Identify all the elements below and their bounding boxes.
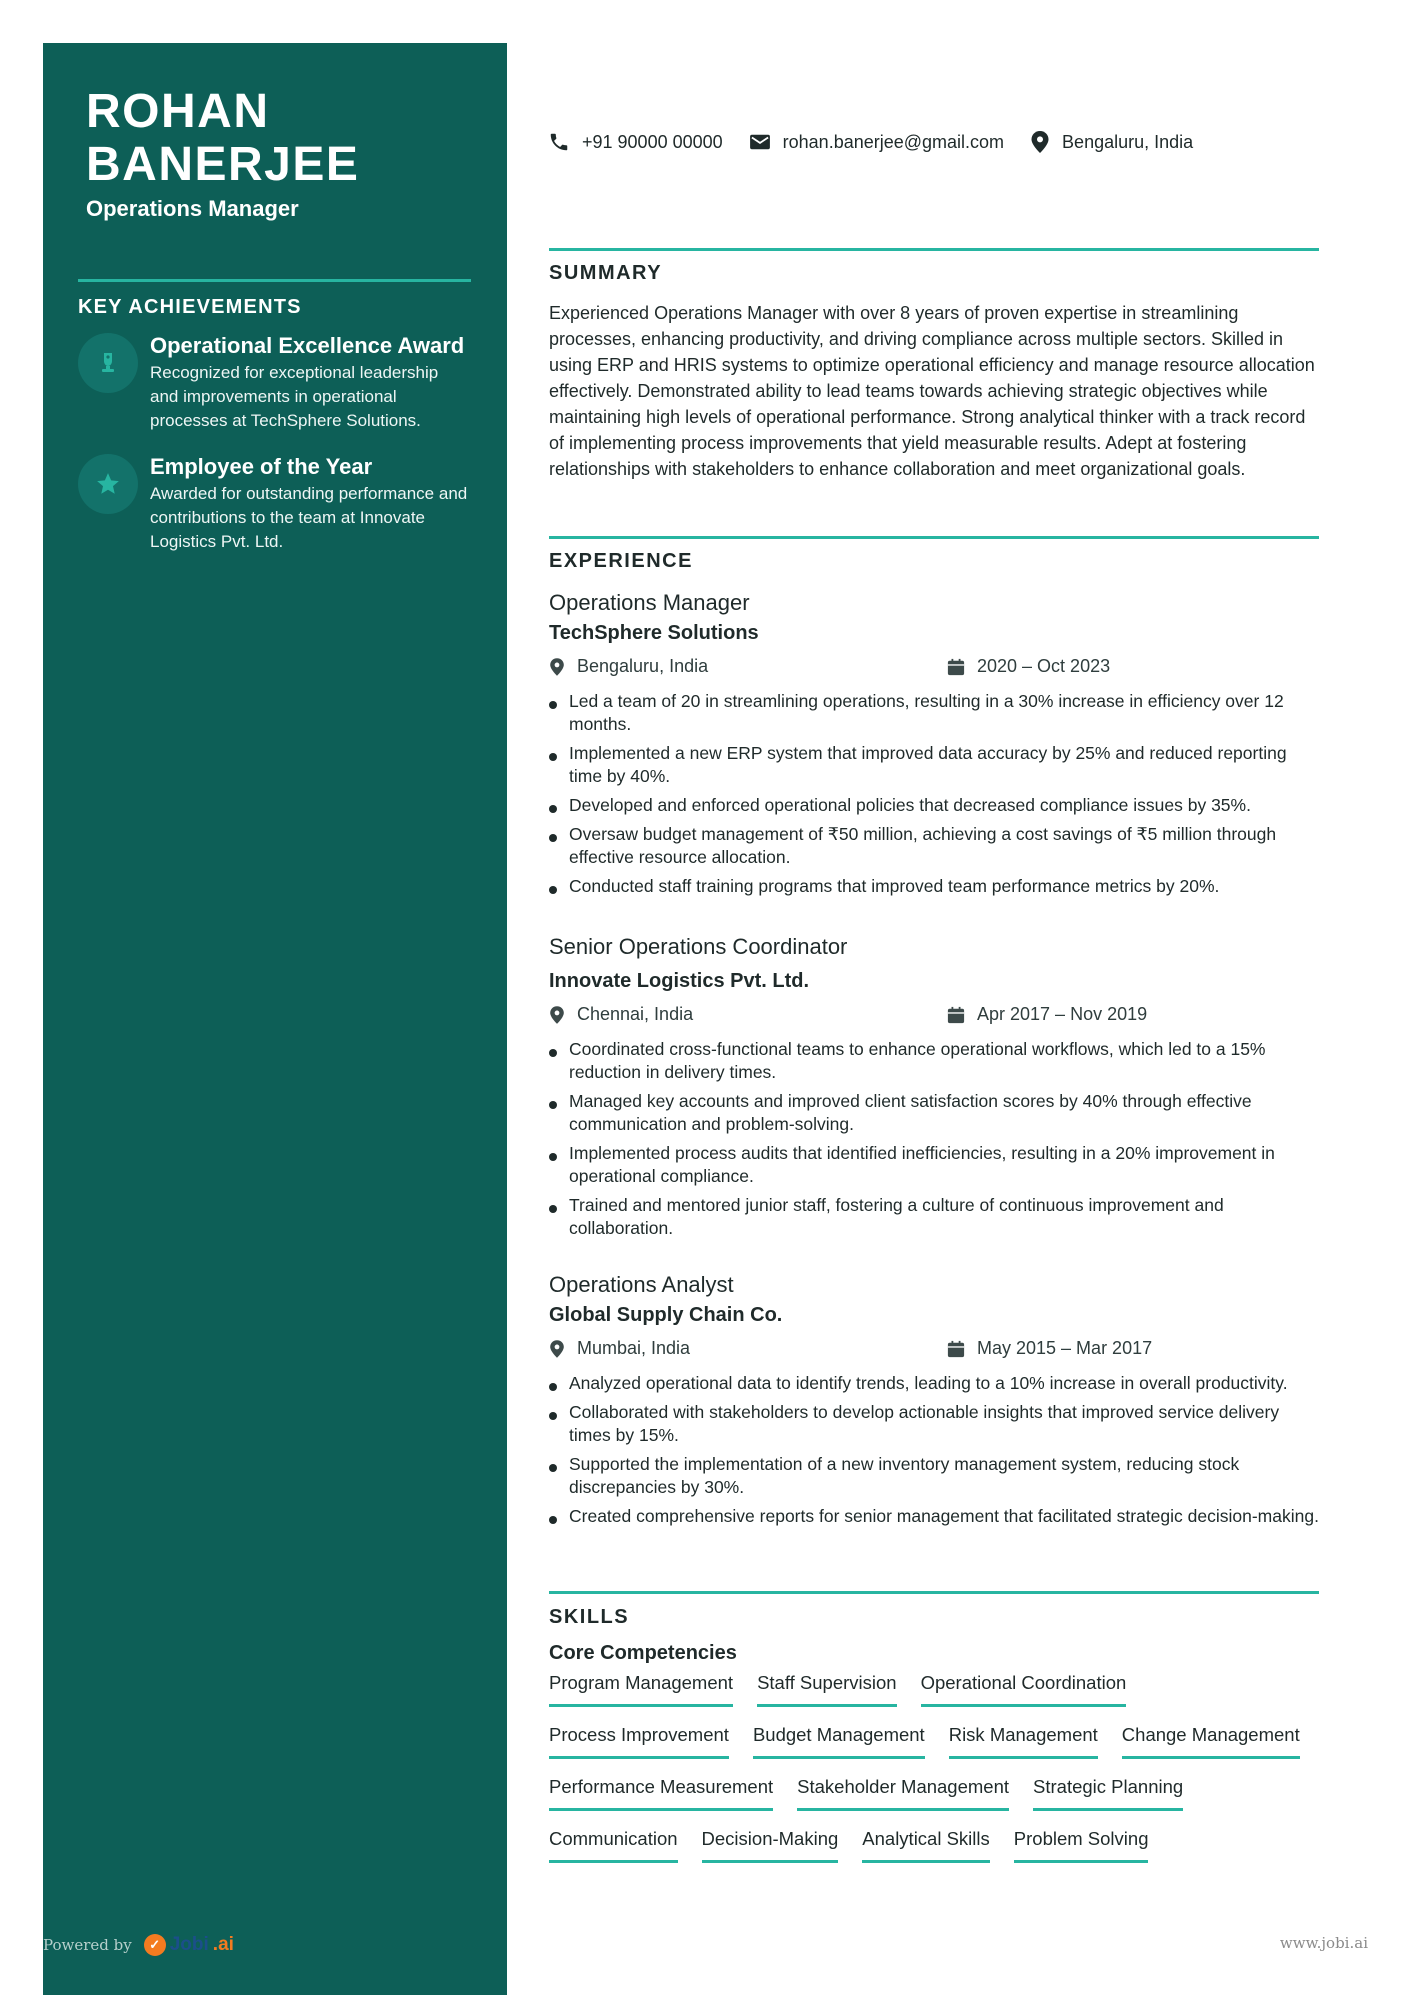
phone-icon bbox=[548, 131, 570, 153]
sidebar-divider bbox=[78, 279, 471, 282]
achievement-item bbox=[78, 454, 478, 564]
powered-by-text: Powered by bbox=[43, 1936, 132, 1954]
trophy-icon bbox=[78, 333, 138, 393]
job-entry bbox=[549, 588, 1319, 904]
skill-tag: Decision-Making bbox=[702, 1828, 839, 1863]
job-dates bbox=[947, 656, 1110, 677]
job-bullets bbox=[549, 690, 1319, 898]
section-divider bbox=[549, 1591, 1319, 1594]
list-item: Analyzed operational data to identify trends, leading to a 10% increase in overall productivity. bbox=[549, 1372, 1319, 1395]
list-item: Collaborated with stakeholders to develop actionable insights that improved service delivery times by 15%. bbox=[549, 1401, 1319, 1447]
skill-tag: Operational Coordination bbox=[921, 1672, 1127, 1707]
jobi-logo[interactable] bbox=[144, 1934, 234, 1956]
job-entry bbox=[549, 1270, 1319, 1534]
achievement-description: Awarded for outstanding performance and contributions to the team at Innovate Logistics Pvt. Ltd. bbox=[150, 484, 468, 551]
job-location bbox=[549, 656, 708, 677]
job-dates-text: 2020 – Oct 2023 bbox=[977, 656, 1111, 676]
list-item: Oversaw budget management of ₹50 million, achieving a cost savings of ₹5 million through effective resource allocation. bbox=[549, 823, 1319, 869]
location-pin-icon bbox=[1030, 130, 1050, 154]
skill-tag: Risk Management bbox=[949, 1724, 1098, 1759]
jobi-logo-icon: ✓ bbox=[144, 1934, 166, 1956]
location-pin-icon bbox=[549, 657, 565, 677]
name-first: ROHAN bbox=[86, 85, 270, 138]
email-icon bbox=[749, 133, 771, 151]
logo-suffix: .ai bbox=[212, 1934, 234, 1955]
job-bullets bbox=[549, 1038, 1319, 1240]
phone-text: +91 90000 00000 bbox=[582, 131, 723, 152]
job-title: Operations Analyst bbox=[549, 1272, 734, 1297]
skills-list bbox=[549, 1672, 1339, 1880]
skill-row bbox=[549, 1828, 1339, 1880]
list-item: Led a team of 20 in streamlining operations, resulting in a 30% increase in efficiency over 12 months. bbox=[549, 690, 1319, 736]
skills-heading: SKILLS bbox=[549, 1606, 630, 1628]
candidate-role: Operations Manager bbox=[86, 196, 299, 221]
list-item: Managed key accounts and improved client satisfaction scores by 40% through effective communication and problem-solving. bbox=[549, 1090, 1319, 1136]
contact-location bbox=[1030, 130, 1193, 154]
sidebar bbox=[43, 43, 507, 1995]
list-item: Trained and mentored junior staff, fostering a culture of continuous improvement and collaboration. bbox=[549, 1194, 1319, 1240]
list-item: Conducted staff training programs that improved team performance metrics by 20%. bbox=[549, 875, 1319, 898]
job-entry bbox=[549, 932, 1319, 1246]
experience-heading: EXPERIENCE bbox=[549, 550, 693, 572]
star-icon bbox=[78, 454, 138, 514]
skill-row bbox=[549, 1776, 1339, 1828]
name-last: BANERJEE bbox=[86, 138, 360, 191]
logo-word: Jobi bbox=[169, 1934, 209, 1955]
calendar-icon bbox=[947, 1340, 965, 1358]
contact-email[interactable] bbox=[749, 130, 1004, 154]
summary-heading: SUMMARY bbox=[549, 262, 663, 284]
skill-tag: Communication bbox=[549, 1828, 678, 1863]
achievement-title: Operational Excellence Award bbox=[150, 333, 465, 358]
achievements-heading: KEY ACHIEVEMENTS bbox=[78, 296, 302, 318]
achievement-title: Employee of the Year bbox=[150, 454, 373, 479]
skill-row bbox=[549, 1724, 1339, 1776]
skill-row bbox=[549, 1672, 1339, 1724]
skills-subheading: Core Competencies bbox=[549, 1642, 737, 1664]
skill-tag: Stakeholder Management bbox=[797, 1776, 1009, 1811]
job-location-text: Bengaluru, India bbox=[577, 656, 709, 676]
skill-tag: Program Management bbox=[549, 1672, 733, 1707]
site-link[interactable]: www.jobi.ai bbox=[1279, 1934, 1368, 1952]
achievement-description: Recognized for exceptional leadership and improvements in operational processes at TechSphere Solutions. bbox=[150, 363, 439, 430]
contact-bar bbox=[548, 130, 1193, 154]
job-company: Innovate Logistics Pvt. Ltd. bbox=[549, 970, 810, 992]
job-dates bbox=[947, 1338, 1152, 1359]
summary-text: Experienced Operations Manager with over 8 years of proven expertise in streamlining processes, enhancing productivity, and driving compliance across multiple sectors. Skilled in using ERP and HRIS systems to optimize operational efficiency and manage resource allocation effectively. Demonstrated ability to lead teams towards achieving strategic objectives while maintaining high levels of operational performance. Strong analytical thinker with a track record of implementing process improvements that yield measurable results. Adept at fostering relationships with stakeholders to enhance collaboration and meet organizational goals. bbox=[549, 303, 1315, 479]
skill-tag: Change Management bbox=[1122, 1724, 1300, 1759]
skill-tag: Analytical Skills bbox=[862, 1828, 990, 1863]
job-meta bbox=[549, 1004, 1319, 1034]
job-meta bbox=[549, 1338, 1319, 1368]
list-item: Implemented a new ERP system that improved data accuracy by 25% and reduced reporting time by 40%. bbox=[549, 742, 1319, 788]
calendar-icon bbox=[947, 1006, 965, 1024]
list-item: Implemented process audits that identified inefficiencies, resulting in a 20% improvement in operational compliance. bbox=[549, 1142, 1319, 1188]
location-pin-icon bbox=[549, 1005, 565, 1025]
section-divider bbox=[549, 536, 1319, 539]
calendar-icon bbox=[947, 658, 965, 676]
job-company: Global Supply Chain Co. bbox=[549, 1304, 783, 1326]
skill-tag: Performance Measurement bbox=[549, 1776, 773, 1811]
email-text: rohan.banerjee@gmail.com bbox=[782, 131, 1005, 152]
skill-tag: Budget Management bbox=[753, 1724, 925, 1759]
job-location-text: Mumbai, India bbox=[577, 1338, 691, 1358]
powered-by bbox=[43, 1934, 234, 1956]
list-item: Developed and enforced operational policies that decreased compliance issues by 35%. bbox=[549, 794, 1319, 817]
job-title: Senior Operations Coordinator bbox=[549, 934, 848, 959]
achievement-item bbox=[78, 333, 478, 443]
job-location-text: Chennai, India bbox=[577, 1004, 694, 1024]
section-divider bbox=[549, 248, 1319, 251]
skill-tag: Strategic Planning bbox=[1033, 1776, 1183, 1811]
skill-tag: Problem Solving bbox=[1014, 1828, 1149, 1863]
job-location bbox=[549, 1338, 690, 1359]
job-meta bbox=[549, 656, 1319, 686]
job-dates-text: May 2015 – Mar 2017 bbox=[977, 1338, 1153, 1358]
list-item: Supported the implementation of a new inventory management system, reducing stock discrepancies by 30%. bbox=[549, 1453, 1319, 1499]
skill-tag: Staff Supervision bbox=[757, 1672, 897, 1707]
contact-phone[interactable] bbox=[548, 130, 723, 154]
candidate-name bbox=[86, 85, 359, 191]
job-company: TechSphere Solutions bbox=[549, 622, 759, 644]
job-dates-text: Apr 2017 – Nov 2019 bbox=[977, 1004, 1148, 1024]
job-title: Operations Manager bbox=[549, 590, 750, 615]
job-location bbox=[549, 1004, 693, 1025]
job-dates bbox=[947, 1004, 1147, 1025]
job-bullets bbox=[549, 1372, 1319, 1528]
skill-tag: Process Improvement bbox=[549, 1724, 729, 1759]
list-item: Coordinated cross-functional teams to enhance operational workflows, which led to a 15% reduction in delivery times. bbox=[549, 1038, 1319, 1084]
list-item: Created comprehensive reports for senior management that facilitated strategic decision-making. bbox=[549, 1505, 1319, 1528]
location-text: Bengaluru, India bbox=[1062, 131, 1194, 152]
location-pin-icon bbox=[549, 1339, 565, 1359]
